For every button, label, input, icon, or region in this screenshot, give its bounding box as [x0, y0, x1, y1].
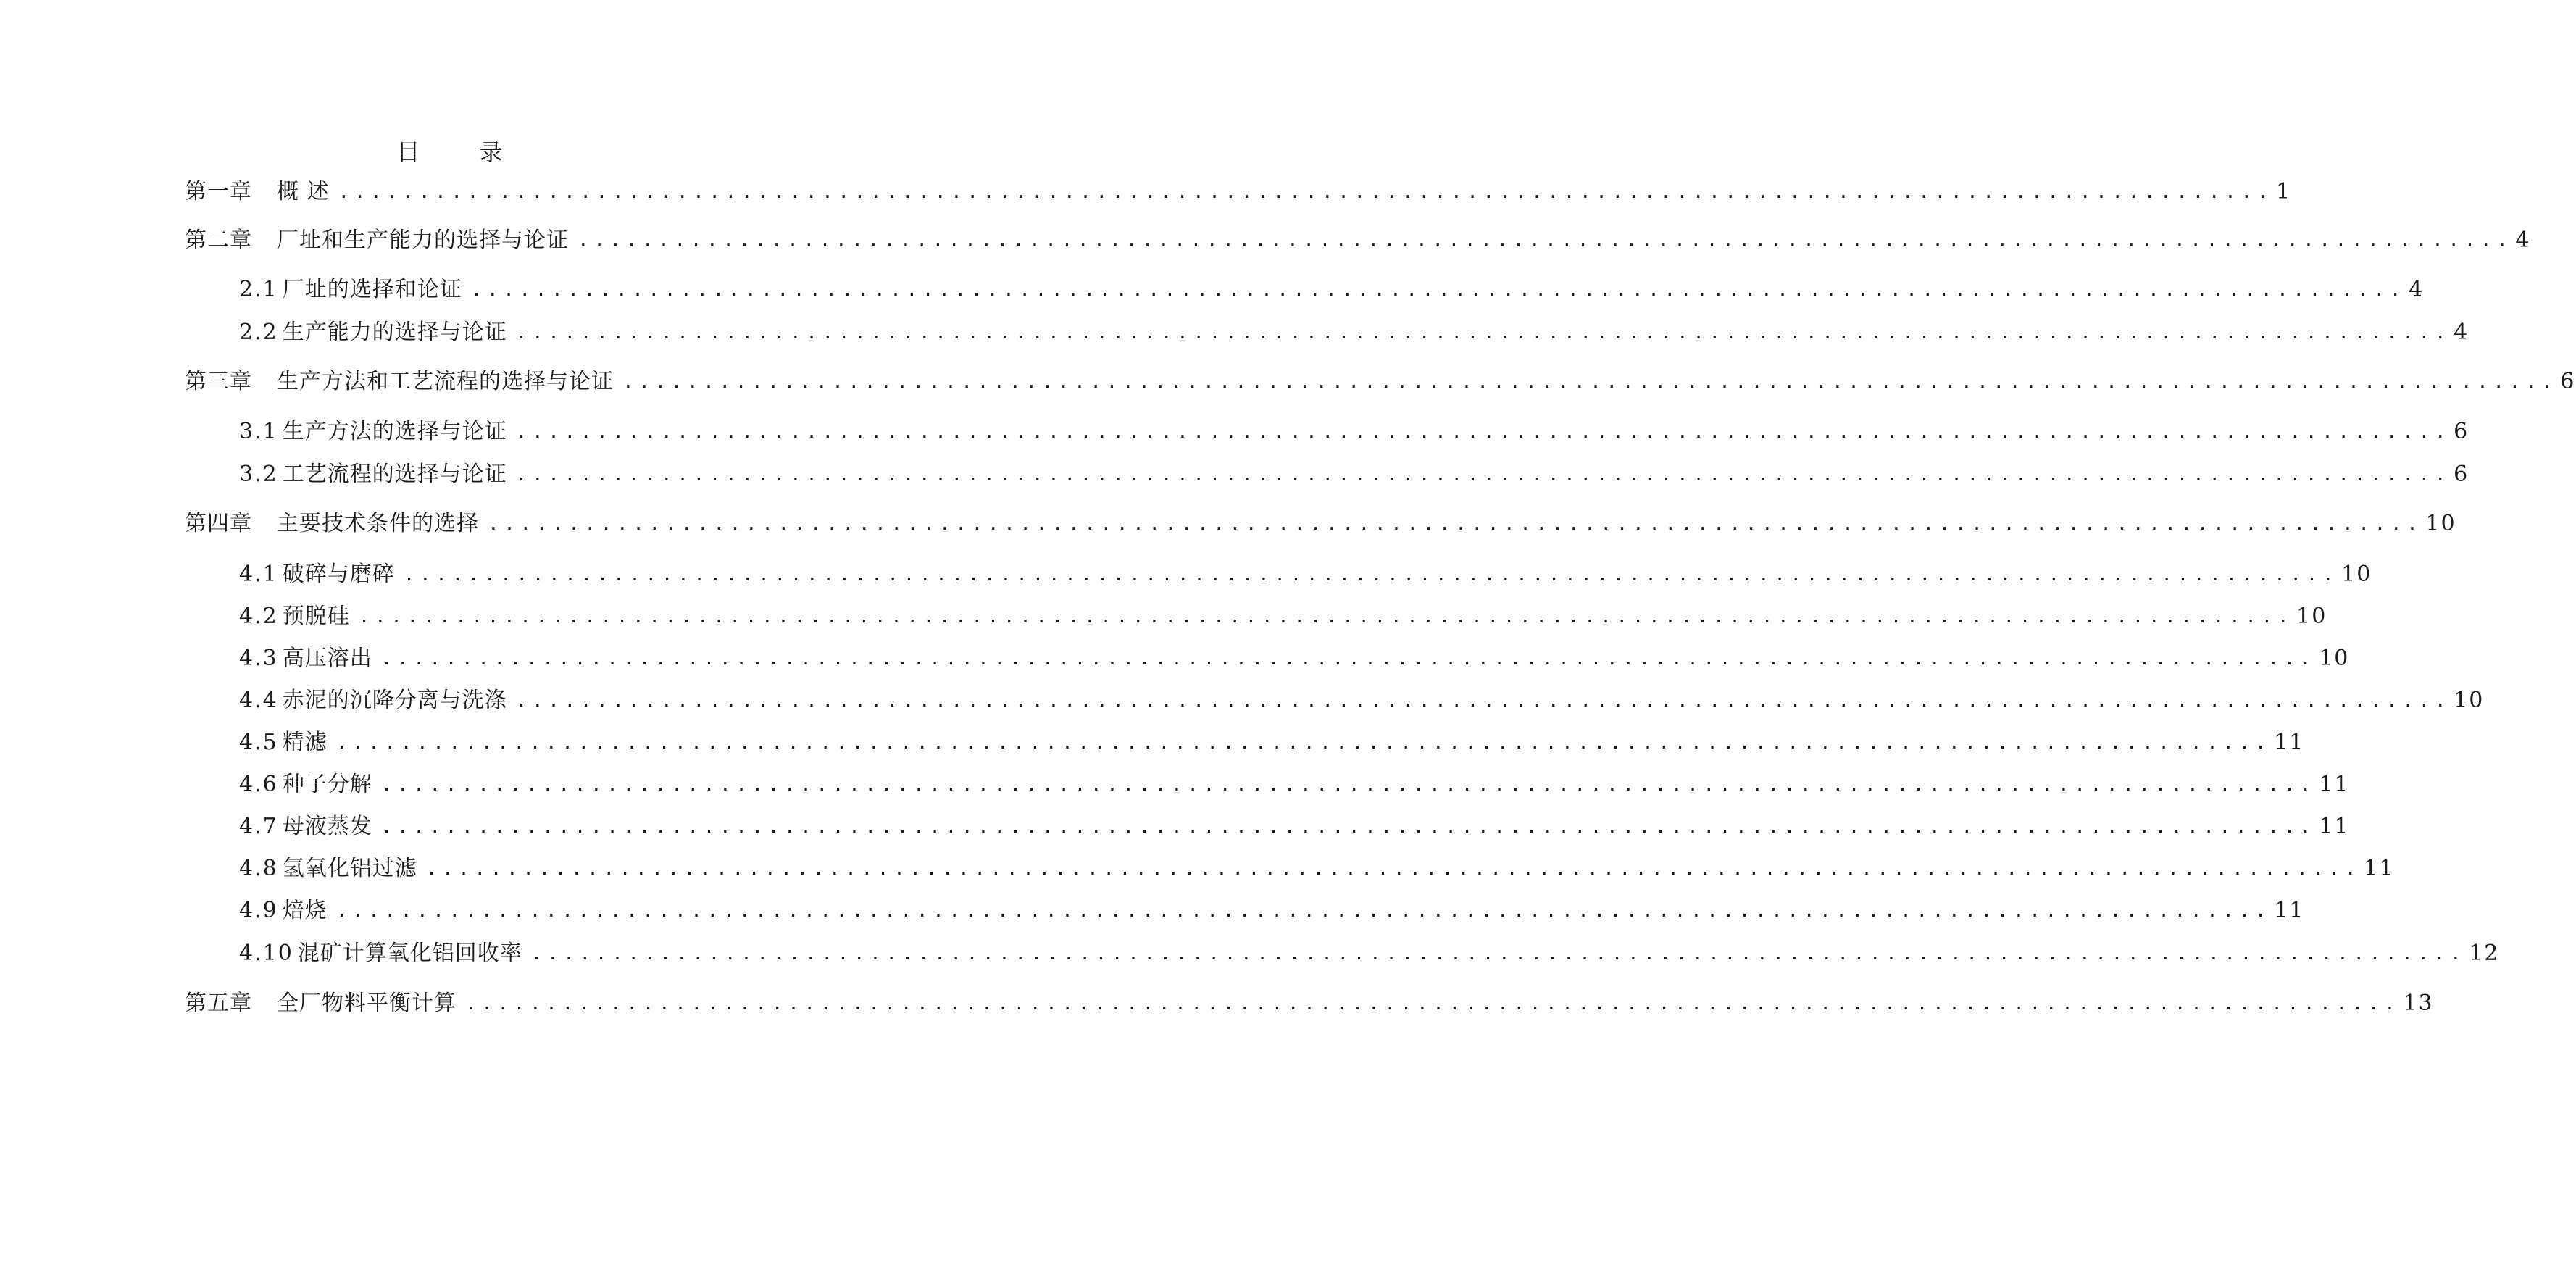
toc-section-number: 4.1 — [239, 562, 278, 587]
toc-entry-chapter-2[interactable] — [185, 226, 2531, 255]
toc-entry-section-4-3[interactable] — [239, 644, 2350, 673]
toc-page-number: 4 — [2515, 228, 2531, 253]
toc-section-number: 4.10 — [239, 941, 293, 966]
toc-entry-section-2-2[interactable] — [239, 318, 2469, 347]
toc-leader-dots: ........................................................................................................................ — [515, 690, 2451, 712]
toc-entry-title: 预脱硅 — [282, 604, 350, 629]
toc-chapter-label: 第二章 — [185, 228, 252, 253]
toc-page-number: 10 — [2341, 562, 2372, 587]
toc-leader-dots: ........................................................................................................................ — [358, 606, 2294, 628]
toc-page-number: 12 — [2469, 941, 2500, 966]
toc-entry-title: 生产能力的选择与论证 — [282, 320, 507, 345]
toc-page-number: 11 — [2364, 856, 2395, 881]
toc-leader-dots: ........................................................................................................................ — [488, 513, 2423, 535]
toc-section-number: 2.2 — [239, 320, 278, 345]
toc-section-number: 4.7 — [239, 814, 278, 839]
toc-entry-title: 母液蒸发 — [282, 814, 372, 839]
toc-entry-title: 厂址的选择和论证 — [282, 277, 462, 302]
toc-leader-dots: ........................................................................................................................ — [622, 371, 2558, 393]
toc-section-number: 4.2 — [239, 604, 278, 629]
toc-entry-title: 主要技术条件的选择 — [277, 511, 479, 536]
toc-page-number: 11 — [2319, 814, 2350, 839]
toc-page-number: 1 — [2275, 179, 2292, 204]
toc-section-number: 4.5 — [239, 730, 278, 755]
toc-entry-section-3-1[interactable] — [239, 417, 2469, 446]
toc-page-number: 10 — [2319, 646, 2350, 671]
toc-leader-dots: ........................................................................................................................ — [403, 564, 2339, 586]
toc-entry-section-4-1[interactable] — [239, 560, 2372, 589]
toc-page-number: 10 — [2296, 604, 2327, 629]
toc-entry-section-4-6[interactable] — [239, 770, 2350, 799]
toc-entry-title: 赤泥的沉降分离与洗涤 — [282, 688, 507, 713]
toc-page-number: 11 — [2274, 898, 2305, 923]
toc-page-number: 4 — [2409, 277, 2425, 302]
toc-section-number: 4.3 — [239, 646, 278, 671]
toc-entry-section-4-8[interactable] — [239, 854, 2395, 883]
toc-entry-title: 精滤 — [282, 730, 328, 755]
toc-entry-section-4-10[interactable] — [239, 939, 2500, 968]
toc-chapter-label: 第三章 — [185, 369, 252, 394]
toc-leader-dots: ........................................................................................................................ — [380, 816, 2317, 838]
toc-page-number: 11 — [2274, 730, 2305, 755]
toc-entry-section-4-2[interactable] — [239, 602, 2327, 631]
toc-entry-section-4-5[interactable] — [239, 728, 2305, 757]
toc-section-number: 4.9 — [239, 898, 278, 923]
toc-entry-chapter-5[interactable] — [185, 989, 2434, 1018]
toc-entry-title: 生产方法和工艺流程的选择与论证 — [277, 369, 614, 394]
toc-entry-section-4-4[interactable] — [239, 686, 2485, 715]
toc-entry-title: 厂址和生产能力的选择与论证 — [277, 228, 569, 253]
toc-leader-dots: ........................................................................................................................ — [335, 732, 2272, 754]
toc-leader-dots: ........................................................................................................................ — [338, 181, 2273, 203]
toc-page-number: 10 — [2454, 688, 2485, 713]
toc-section-number: 4.6 — [239, 772, 278, 797]
toc-entry-section-4-9[interactable] — [239, 896, 2305, 925]
toc-chapter-label: 第四章 — [185, 511, 252, 536]
toc-page-number: 13 — [2403, 991, 2434, 1016]
toc-entry-title: 工艺流程的选择与论证 — [282, 462, 507, 487]
toc-leader-dots: ........................................................................................................................ — [530, 943, 2467, 964]
toc-chapter-label: 第一章 — [185, 179, 252, 204]
toc-entry-chapter-1[interactable] — [185, 178, 2292, 207]
toc-leader-dots: ........................................................................................................................ — [465, 993, 2401, 1014]
toc-page-number: 6 — [2454, 419, 2469, 444]
toc-leader-dots: ........................................................................................................................ — [578, 230, 2513, 251]
toc-entry-title: 氢氧化铝过滤 — [282, 856, 417, 881]
toc-leader-dots: ........................................................................................................................ — [335, 900, 2272, 922]
toc-page-number: 4 — [2454, 320, 2469, 345]
toc-section-number: 3.1 — [239, 419, 278, 444]
toc-leader-dots: ........................................................................................................................ — [515, 421, 2451, 443]
toc-leader-dots: ........................................................................................................................ — [470, 279, 2406, 301]
toc-entry-title: 破碎与磨碎 — [282, 562, 395, 587]
toc-entry-title: 焙烧 — [282, 898, 328, 923]
toc-entry-section-3-2[interactable] — [239, 460, 2469, 489]
toc-title: 目 录 — [396, 138, 529, 166]
toc-page-number: 10 — [2425, 511, 2456, 536]
toc-entry-title: 概 述 — [277, 179, 330, 204]
toc-entry-section-4-7[interactable] — [239, 812, 2350, 841]
toc-page-number: 6 — [2560, 369, 2576, 394]
toc-entry-title: 种子分解 — [282, 772, 372, 797]
toc-entry-title: 混矿计算氧化铝回收率 — [297, 941, 522, 966]
toc-leader-dots: ........................................................................................................................ — [515, 464, 2451, 486]
toc-entry-chapter-4[interactable] — [185, 509, 2456, 538]
toc-entry-chapter-3[interactable] — [185, 367, 2576, 396]
toc-leader-dots: ........................................................................................................................ — [425, 858, 2362, 880]
toc-entry-title: 生产方法的选择与论证 — [282, 419, 507, 444]
toc-page-number: 6 — [2454, 462, 2469, 487]
toc-leader-dots: ........................................................................................................................ — [380, 648, 2317, 670]
toc-section-number: 3.2 — [239, 462, 278, 487]
toc-chapter-label: 第五章 — [185, 991, 252, 1016]
toc-section-number: 4.8 — [239, 856, 278, 881]
toc-leader-dots: ........................................................................................................................ — [380, 774, 2317, 796]
toc-entry-section-2-1[interactable] — [239, 275, 2425, 304]
toc-leader-dots: ........................................................................................................................ — [515, 322, 2451, 343]
toc-section-number: 2.1 — [239, 277, 278, 302]
toc-entry-title: 高压溶出 — [282, 646, 372, 671]
toc-page-number: 11 — [2319, 772, 2350, 797]
toc-section-number: 4.4 — [239, 688, 278, 713]
toc-entry-title: 全厂物料平衡计算 — [277, 991, 457, 1016]
